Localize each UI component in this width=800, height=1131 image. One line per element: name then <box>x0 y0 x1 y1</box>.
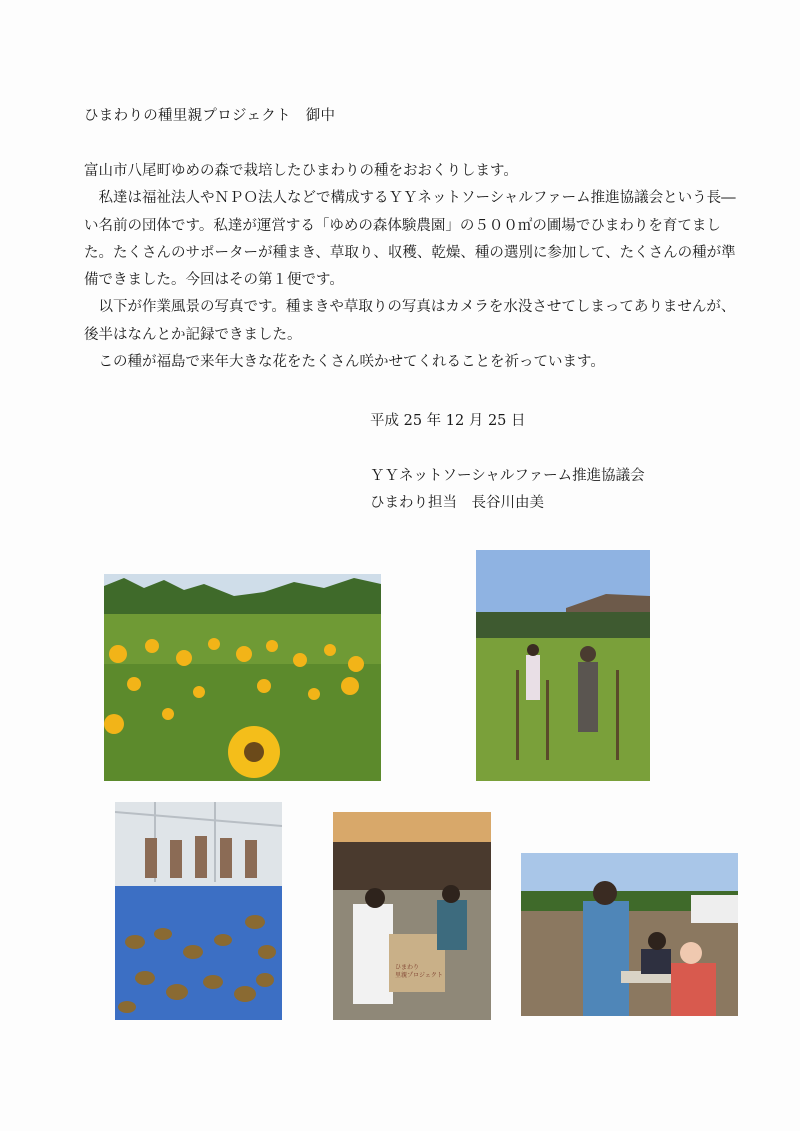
signatory-name: ひまわり担当 長谷川由美 <box>370 495 544 511</box>
paragraph-3: 以下が作業風景の写真です。種まきや草取りの写真はカメラを水没させてしまってありませんが、後半はなんとか記録できました。 <box>84 299 736 343</box>
photo-sunflower-field <box>104 574 381 781</box>
photo-seed-sorting <box>333 812 491 1020</box>
signature-block <box>370 463 645 517</box>
organization-name: ＹＹネットソーシャルファーム推進協議会 <box>370 468 645 484</box>
photo-harvesting <box>476 550 650 781</box>
photo-seed-selection <box>521 853 738 1016</box>
paragraph-2: 私達は福祉法人やＮＰＯ法人などで構成するＹＹネットソーシャルファーム推進協議会という長―い名前の団体です。私達が運営する「ゆめの森体験農園」の５００㎡の圃場でひまわりを育てました。たくさんのサポーターが種まき、草取り、収穫、乾燥、種の選別に参加して、たくさんの種が準備できました。今回はその第１便です。 <box>84 190 736 289</box>
paragraph-1: 富山市八尾町ゆめの森で栽培したひまわりの種をおおくりします。 <box>84 163 518 179</box>
photo-drying <box>115 802 282 1020</box>
box-label: ひまわり 里親プロジェクト <box>395 964 443 979</box>
letter-date: 平成 25 年 12 月 25 日 <box>370 413 526 429</box>
addressee: ひまわりの種里親プロジェクト 御中 <box>84 108 336 124</box>
paragraph-4: この種が福島で来年大きな花をたくさん咲かせてくれることを祈っています。 <box>98 354 605 371</box>
letter-body <box>84 158 744 376</box>
